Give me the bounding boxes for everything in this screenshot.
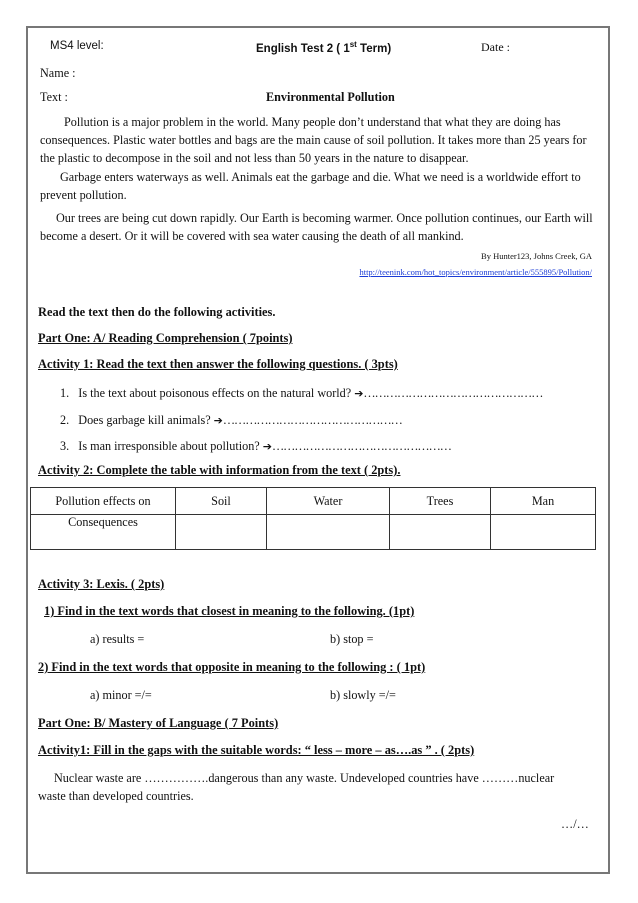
- page-continue: …/…: [561, 817, 589, 831]
- answer-cell-man[interactable]: [491, 515, 596, 550]
- table-row-label: Consequences: [31, 515, 176, 550]
- activity1b-heading: Activity1: Fill in the gaps with the suitable words: “ less – more – as….as ” . ( 2pts): [38, 743, 475, 757]
- part-one-b-heading: Part One: B/ Mastery of Language ( 7 Points): [38, 716, 279, 730]
- arrow-icon: ➔: [213, 414, 223, 427]
- answer-dots[interactable]: …………………………………………: [363, 386, 543, 400]
- arrow-icon: ➔: [354, 387, 364, 400]
- activity3-sub1: 1) Find in the text words that closest in meaning to the following. (1pt): [44, 604, 415, 618]
- activity1-heading: Activity 1: Read the text then answer the following questions. ( 3pts): [38, 357, 398, 371]
- table-header-cell: Water: [267, 488, 390, 515]
- consequences-table: [30, 487, 596, 550]
- gap-fill-line-1: Nuclear waste are …………….dangerous than any waste. Undeveloped countries have ………nuclear: [54, 771, 555, 785]
- author-credit: By Hunter123, Johns Creek, GA: [481, 251, 592, 261]
- text-label: Text :: [40, 90, 68, 104]
- answer-dots[interactable]: …………………………………………: [271, 439, 451, 453]
- text-title: Environmental Pollution: [266, 90, 395, 104]
- activity3-heading: Activity 3: Lexis. ( 2pts): [38, 577, 165, 591]
- source-link[interactable]: http://teenink.com/hot_topics/environment/article/555895/Pollution/: [359, 267, 592, 277]
- passage-paragraph-2: Garbage enters waterways as well. Animals eat the garbage and die. What we need is a worldwide effort to prevent pollution.: [40, 170, 581, 202]
- instructions: Read the text then do the following activities.: [38, 305, 276, 319]
- sub1-item-a: a) results =: [90, 632, 145, 646]
- table-row: [31, 515, 596, 550]
- answer-cell-water[interactable]: [267, 515, 390, 550]
- name-label: Name :: [40, 66, 76, 80]
- question-2: 2. Does garbage kill animals? ➔…………………………………………: [60, 413, 402, 427]
- part-one-a-heading: Part One: A/ Reading Comprehension ( 7points): [38, 331, 293, 345]
- test-title: English Test 2 ( 1st Term): [256, 40, 392, 55]
- question-3: 3. Is man irresponsible about pollution? ➔…………………………………………: [60, 439, 451, 453]
- passage-paragraph-1: Pollution is a major problem in the world. Many people don’t understand that what they are doing has consequences. Plastic water bottles and bags are the main cause of soil pollution. It takes more than 25 years for the plastic to decompose in the soil and not less than 50 years in the nature to disappear.: [40, 115, 587, 165]
- table-header-cell: Soil: [176, 488, 267, 515]
- answer-cell-trees[interactable]: [390, 515, 491, 550]
- question-1: 1. Is the text about poisonous effects on the natural world? ➔…………………………………………: [60, 386, 543, 400]
- activity3-sub2: 2) Find in the text words that opposite in meaning to the following : ( 1pt): [38, 660, 426, 674]
- sub1-item-b: b) stop =: [330, 632, 374, 646]
- table-header-row: [31, 488, 596, 515]
- sub2-item-a: a) minor =/=: [90, 688, 152, 702]
- level-label: MS4 level:: [50, 40, 104, 52]
- passage-paragraph-3: Our trees are being cut down rapidly. Our Earth is becoming warmer. Once pollution continues, our Earth will become a desert. Or it will be covered with sea water causing the death of all mankind.: [40, 211, 593, 243]
- activity2-heading: Activity 2: Complete the table with information from the text ( 2pts).: [38, 463, 401, 477]
- sub2-item-b: b) slowly =/=: [330, 688, 396, 702]
- arrow-icon: ➔: [262, 440, 272, 453]
- gap-fill-line-2: waste than developed countries.: [38, 789, 194, 803]
- table-header-cell: Trees: [390, 488, 491, 515]
- table-header-cell: Man: [491, 488, 596, 515]
- table-header-cell: Pollution effects on: [31, 488, 176, 515]
- answer-cell-soil[interactable]: [176, 515, 267, 550]
- date-label: Date :: [481, 40, 510, 54]
- answer-dots[interactable]: …………………………………………: [222, 413, 402, 427]
